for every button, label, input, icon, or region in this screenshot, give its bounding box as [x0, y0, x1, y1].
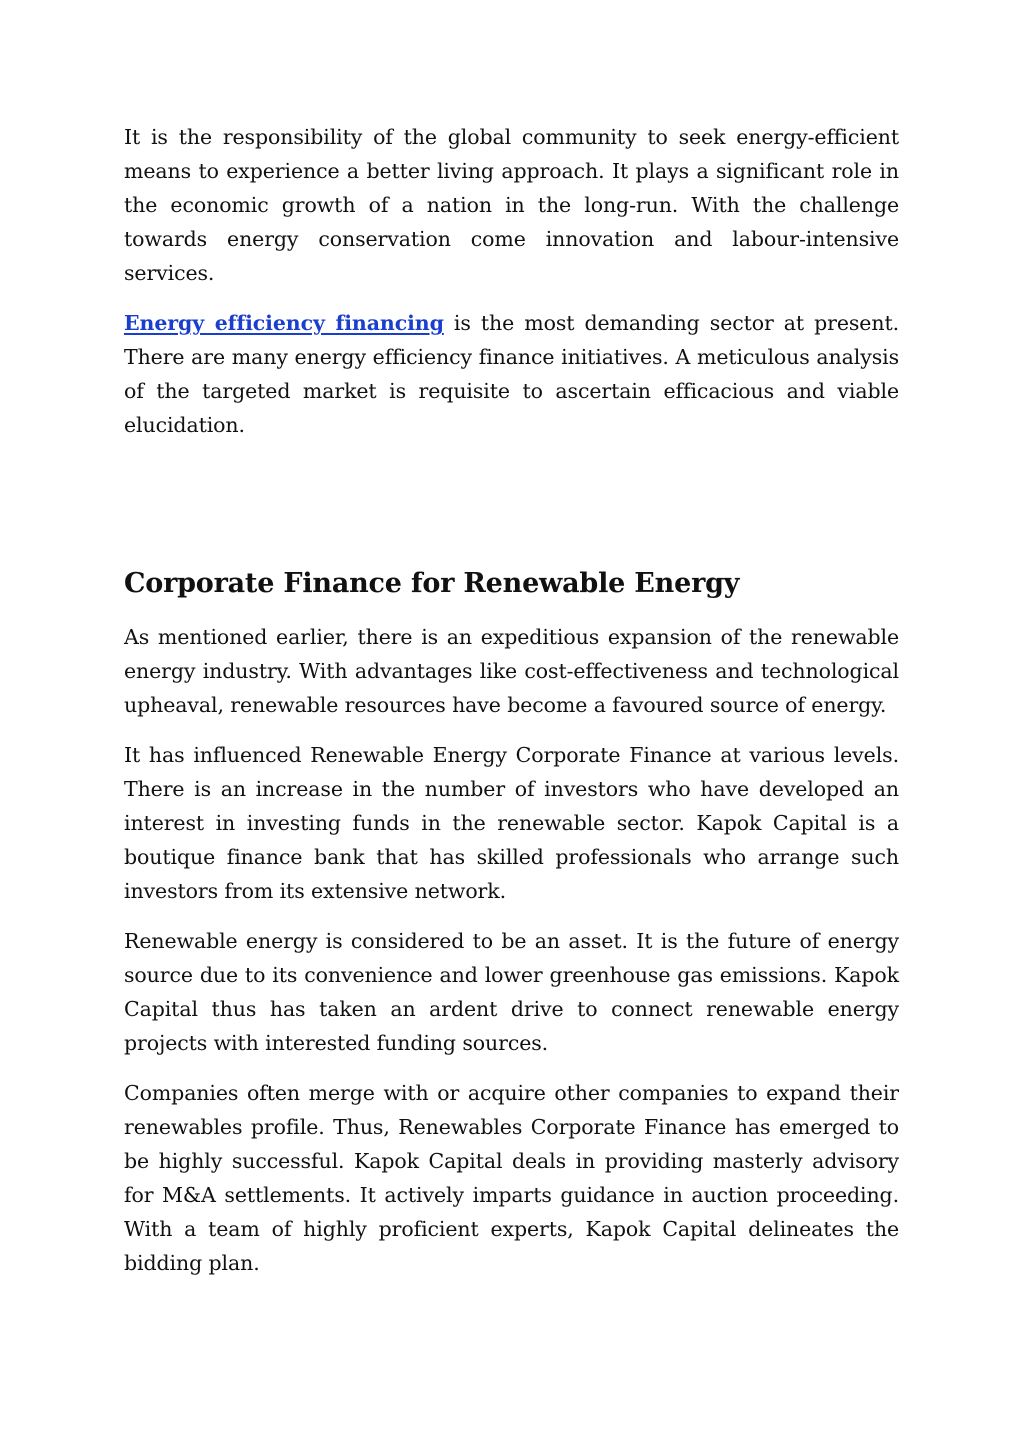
section-paragraph-2: It has influenced Renewable Energy Corporate Finance at various levels. There is an increase in the number of investors who have developed an interest in investing funds in the renewable sector. Kapok Capital is a boutique finance bank that has skilled professionals who arrange such investors from its extensive network. — [124, 743, 899, 903]
section-paragraph-1: As mentioned earlier, there is an expeditious expansion of the renewable energy industry. With advantages like cost-effectiveness and technological upheaval, renewable resources have become a favoured source of energy. — [124, 625, 899, 717]
document-page — [124, 120, 899, 1296]
energy-efficiency-financing-link[interactable]: Energy efficiency financing — [124, 311, 444, 335]
intro-paragraph-1: It is the responsibility of the global community to seek energy-efficient means to experience a better living approach. It plays a significant role in the economic growth of a nation in the long-run. With the challenge towards energy conservation come innovation and labour-intensive services. — [124, 125, 899, 285]
intro-paragraph-2 — [124, 306, 899, 442]
section-paragraph-4: Companies often merge with or acquire other companies to expand their renewables profile. Thus, Renewables Corporate Finance has emerged to be highly successful. Kapok Capital deals in providing masterly advisory for M&A settlements. It actively imparts guidance in auction proceeding. With a team of highly proficient experts, Kapok Capital delineates the bidding plan. — [124, 1081, 899, 1275]
intro-paragraph-2-text: is the most demanding sector at present. There are many energy efficiency finance initiatives. A meticulous analysis of the targeted market is requisite to ascertain efficacious and viable elucidation. — [124, 311, 899, 437]
section-paragraph-3: Renewable energy is considered to be an asset. It is the future of energy source due to its convenience and lower greenhouse gas emissions. Kapok Capital thus has taken an ardent drive to connect renewable energy projects with interested funding sources. — [124, 929, 899, 1055]
section-heading: Corporate Finance for Renewable Energy — [124, 568, 740, 599]
